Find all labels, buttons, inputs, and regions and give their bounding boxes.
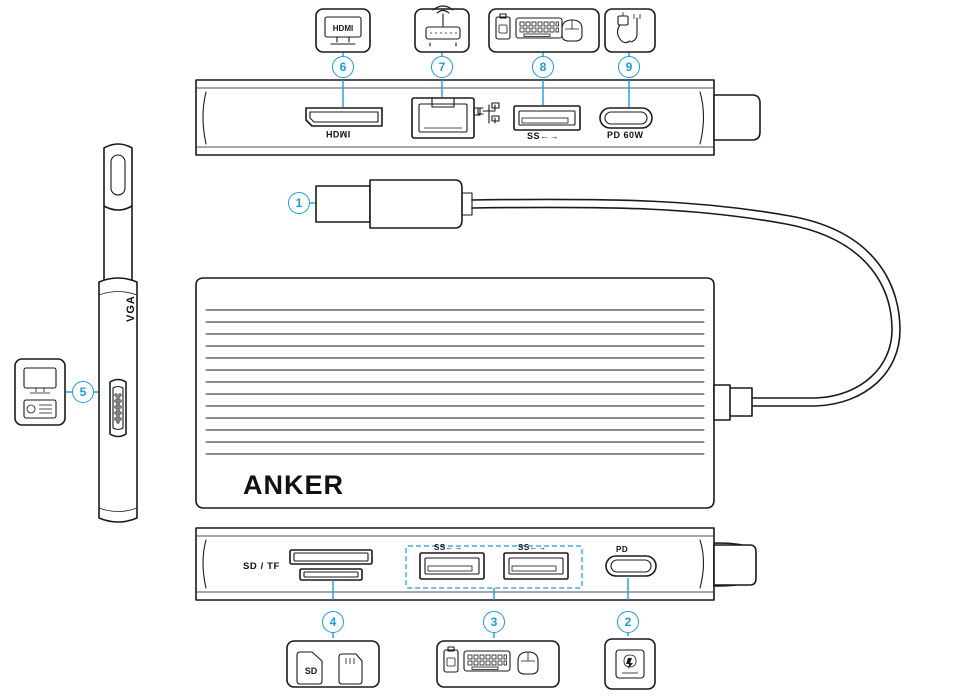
monitor-vga-icon — [15, 359, 65, 425]
usb-c-bottom-label: PD — [616, 545, 629, 554]
callout-8[interactable]: 8 — [532, 56, 554, 78]
usb-peripherals-icon — [437, 641, 559, 687]
hub-bottom-face — [196, 528, 756, 600]
callout-3[interactable]: 3 — [483, 611, 505, 633]
callout-5[interactable]: 5 — [72, 381, 94, 403]
usb-bottom-left-label: SS←→ — [434, 543, 463, 552]
usb-bottom-right-label: SS←→ — [518, 543, 547, 552]
svg-text:SD: SD — [304, 666, 318, 676]
sd-tf-card-icon — [287, 641, 379, 687]
brand-wordmark: ANKER — [243, 470, 345, 500]
callout-6[interactable]: 6 — [332, 56, 354, 78]
vga-port-label: VGA — [125, 295, 137, 322]
usb-devices-icon — [489, 9, 599, 52]
router-ethernet-icon — [415, 6, 469, 52]
usb-top-port-label: SS←→ — [527, 131, 560, 141]
hub-top-face — [196, 80, 760, 155]
hdmi-port-label: HDMI — [326, 129, 351, 139]
usb-c-top-port-label: PD 60W — [607, 130, 644, 140]
callout-9[interactable]: 9 — [618, 56, 640, 78]
svg-text:HDMI: HDMI — [332, 24, 354, 33]
callout-2[interactable]: 2 — [617, 611, 639, 633]
monitor-hdmi-icon — [316, 9, 370, 52]
sd-tf-slot-label: SD / TF — [243, 561, 280, 572]
callout-1[interactable]: 1 — [288, 192, 310, 214]
charging-cable-icon — [605, 9, 655, 52]
callout-4[interactable]: 4 — [322, 611, 344, 633]
laptop-charging-icon — [605, 639, 655, 689]
callout-7[interactable]: 7 — [431, 56, 453, 78]
vga-dongle — [99, 144, 137, 522]
